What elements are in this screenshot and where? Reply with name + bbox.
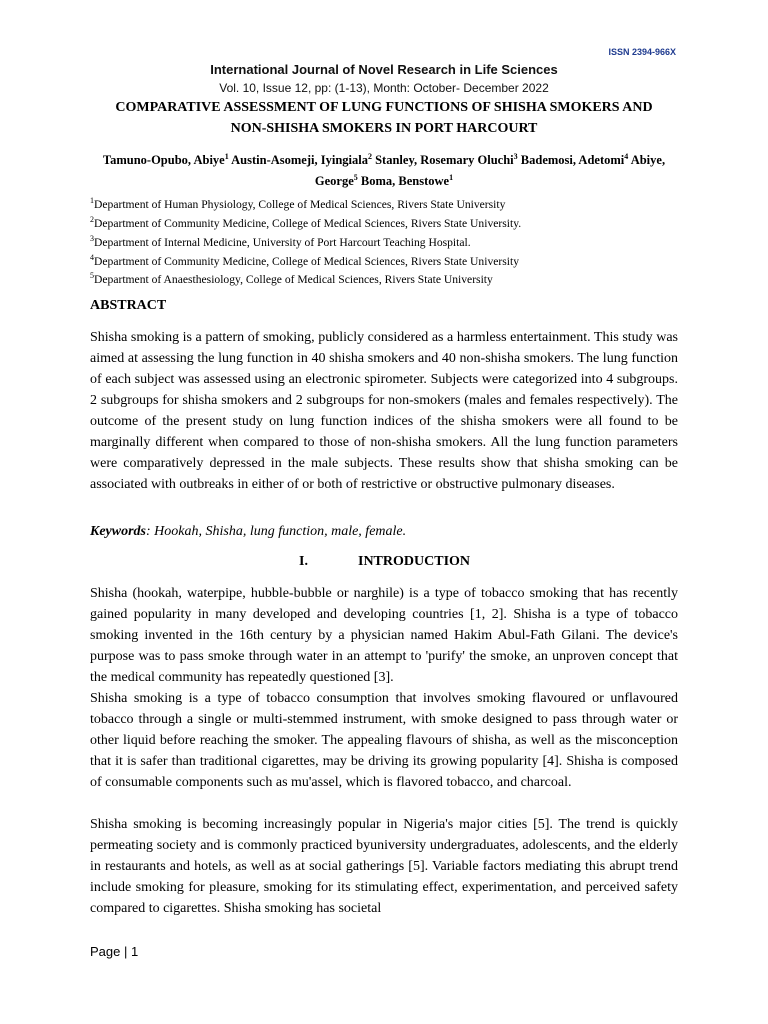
issn-label: ISSN 2394-966X bbox=[608, 47, 676, 57]
journal-name: International Journal of Novel Research in Life Sciences bbox=[210, 62, 558, 77]
affiliation-sup: 4 bbox=[90, 252, 94, 262]
keywords bbox=[90, 524, 678, 540]
author-list bbox=[90, 148, 678, 190]
affiliation bbox=[90, 231, 690, 250]
keywords-label: Keywords bbox=[90, 524, 146, 539]
affiliation-sup: 2 bbox=[90, 214, 94, 224]
title-line-2: NON-SHISHA SMOKERS IN PORT HARCOURT bbox=[230, 121, 538, 136]
section-title: INTRODUCTION bbox=[358, 554, 471, 569]
affiliation-sup: 1 bbox=[90, 196, 94, 205]
title-line-1: COMPARATIVE ASSESSMENT OF LUNG FUNCTIONS OF SHISHA SMOKERS AND bbox=[115, 100, 653, 115]
affiliation bbox=[90, 212, 690, 231]
affiliation-sup: 3 bbox=[90, 233, 94, 243]
author-sup: 5 bbox=[353, 173, 358, 183]
keywords-text: : Hookah, Shisha, lung function, male, female. bbox=[146, 524, 407, 539]
affiliation-list bbox=[90, 193, 690, 287]
author-sup: 3 bbox=[513, 152, 518, 161]
author-sup: 4 bbox=[624, 152, 629, 161]
author-sup: 1 bbox=[224, 152, 229, 161]
author: Stanley, Rosemary Oluchi bbox=[371, 153, 514, 168]
article-title bbox=[90, 97, 678, 139]
affiliation-sup: 5 bbox=[90, 271, 94, 281]
author-sup: 1 bbox=[449, 173, 454, 183]
intro-paragraph-2: Shisha smoking is a type of tobacco consumption that involves smoking flavoured or unflavoured tobacco through a single or multi-stemmed instrument, with smoke designed to pass through water or other liquid before reaching the smoker. The appealing flavours of shisha, as well as the misconception that it is safer than traditional cigarettes, may be driving its growing popularity [4]. Shisha is composed of consumable components such as mu'assel, which is flavored tobacco, and charcoal. bbox=[90, 691, 678, 790]
affiliation bbox=[90, 193, 690, 212]
affiliation bbox=[90, 250, 690, 269]
affiliation-text: Department of Community Medicine, College of Medical Sciences, Rivers State University. bbox=[94, 216, 522, 230]
intro-paragraph-1: Shisha (hookah, waterpipe, hubble-bubble or narghile) is a type of tobacco smoking that has recently gained popularity in many developed and developing countries [1, 2]. Shisha is a type of tobacco smoking invented in the 16th century by a physician named Hakim Abul-Fath Gilani. The device's purpose was to pass smoke through water in an attempt to 'purify' the smoke, an unproven concept that the medical community has repeatedly questioned [3]. bbox=[90, 586, 678, 685]
author-sup: 2 bbox=[367, 152, 372, 161]
page-number: Page | 1 bbox=[90, 944, 139, 959]
author: Bademosi, Adetomi bbox=[517, 153, 625, 168]
affiliation bbox=[90, 268, 690, 287]
abstract-text: Shisha smoking is a pattern of smoking, publicly considered as a harmless entertainment. This study was aimed at assessing the lung function in 40 shisha smokers and 40 non-shisha smokers. The lung function of each subject was assessed using an electronic spirometer. Subjects were categorized into 4 subgroups. 2 subgroups for shisha smokers and 2 subgroups for non-smokers (males and females respectively). The outcome of the present study on lung function indices of the shisha smokers were all found to be marginally different when compared to those of non-shisha smokers. All the lung function parameters were comparatively depressed in the male subjects. These results show that shisha smoking can be associated with outbreaks in either of or both of restrictive or obstructive pulmonary diseases. bbox=[90, 330, 678, 492]
affiliation-text: Department of Internal Medicine, University of Port Harcourt Teaching Hospital. bbox=[94, 235, 471, 249]
volume-info: Vol. 10, Issue 12, pp: (1-13), Month: October- December 2022 bbox=[219, 81, 549, 95]
affiliation-text: Department of Human Physiology, College of Medical Sciences, Rivers State University bbox=[94, 197, 506, 211]
abstract-heading: ABSTRACT bbox=[90, 298, 167, 313]
affiliation-text: Department of Community Medicine, College of Medical Sciences, Rivers State University bbox=[94, 254, 520, 268]
author: Boma, Benstowe bbox=[357, 174, 450, 189]
intro-paragraph-3: Shisha smoking is becoming increasingly popular in Nigeria's major cities [5]. The trend is quickly permeating society and is commonly practiced byuniversity undergraduates, adolescents, and the elderly in restaurants and hotels, as well as at social gatherings [5]. Variable factors mediating this abrupt trend include smoking for pleasure, smoking for its stimulating effect, experimentation, and perceived safety compared to cigarettes. Shisha smoking has societal bbox=[90, 817, 678, 916]
author: Abiye, George bbox=[314, 153, 666, 189]
author: Tamuno-Opubo, Abiye bbox=[102, 153, 225, 168]
author: Austin-Asomeji, Iyingiala bbox=[228, 153, 368, 168]
section-number: I. bbox=[299, 554, 308, 569]
affiliation-text: Department of Anaesthesiology, College of Medical Sciences, Rivers State University bbox=[94, 273, 493, 287]
